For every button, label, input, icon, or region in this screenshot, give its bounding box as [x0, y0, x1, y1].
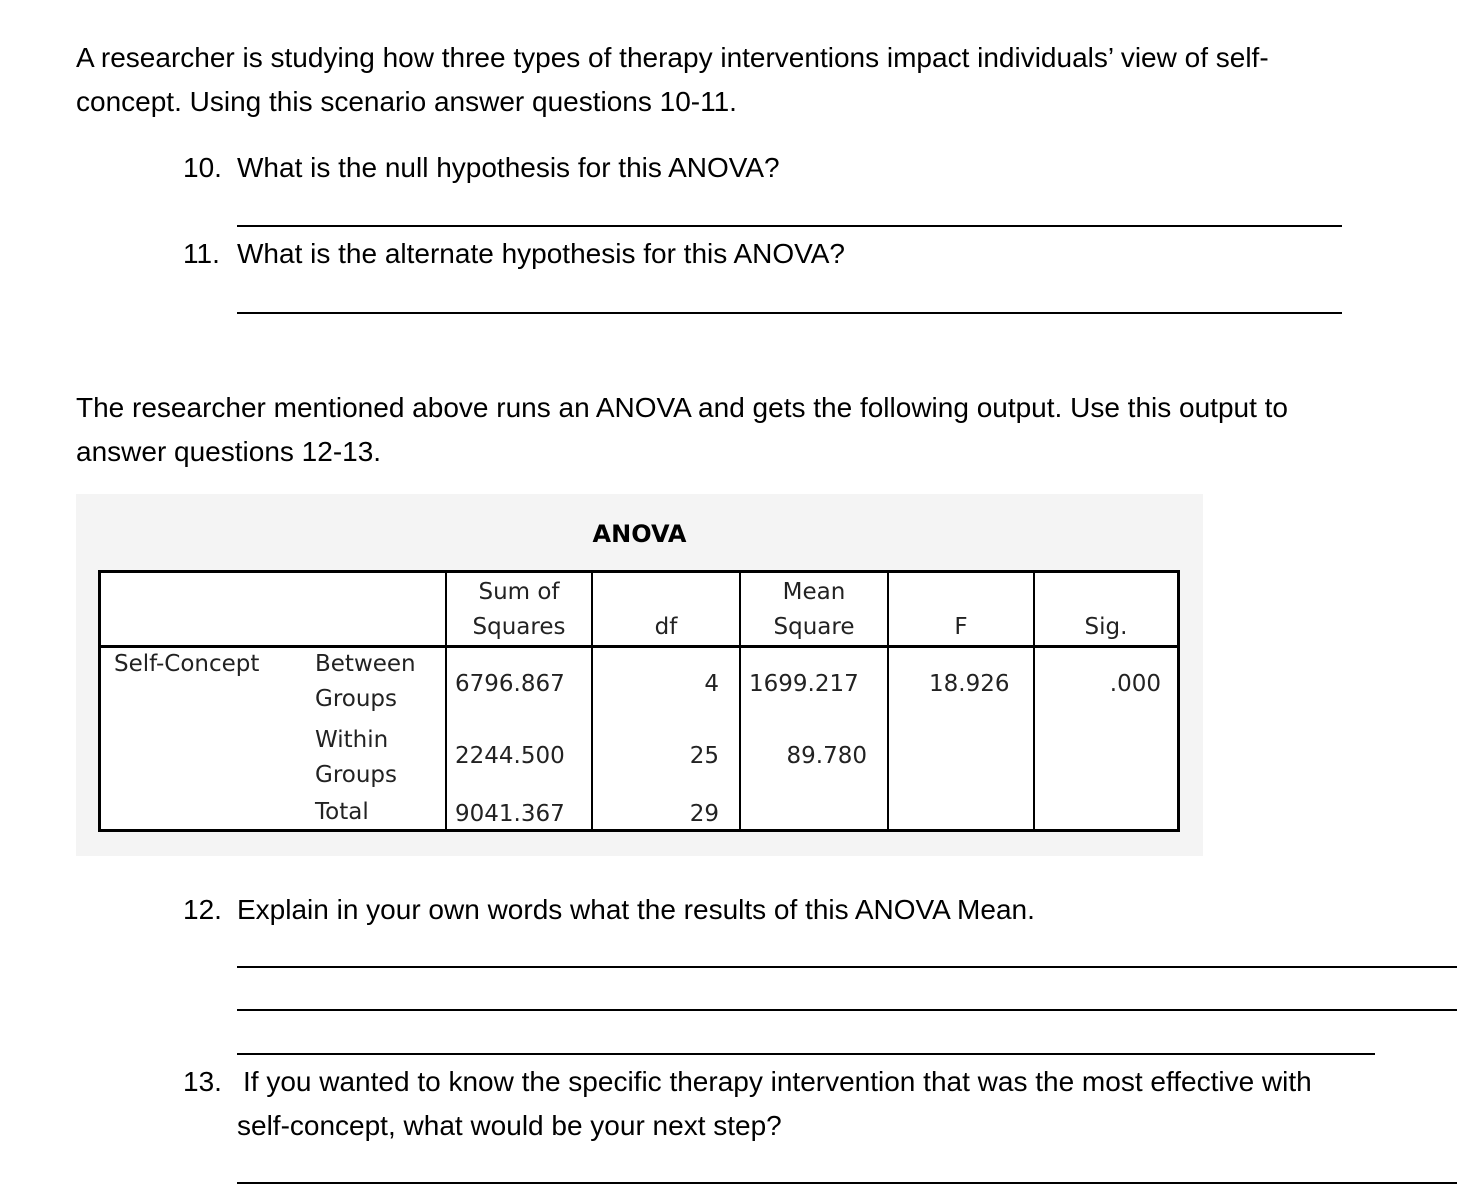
row-label-line-1: Between	[315, 651, 416, 677]
question-number: 10.	[183, 152, 222, 183]
header-mean-square	[741, 575, 887, 645]
within-sum-of-squares: 2244.500	[455, 743, 565, 769]
between-sum-of-squares: 6796.867	[455, 671, 565, 697]
dependent-variable-label: Self-Concept	[114, 651, 260, 677]
anova-output	[76, 494, 1203, 856]
header-f: F	[954, 614, 968, 640]
between-df: 4	[704, 671, 719, 697]
header-df: df	[654, 614, 678, 640]
between-f: 18.926	[929, 671, 1010, 697]
question-13-continued	[237, 1104, 782, 1148]
within-df: 25	[689, 743, 719, 769]
answer-line-11[interactable]	[237, 312, 1342, 314]
answer-line-12-c[interactable]	[237, 1053, 1375, 1055]
header-sum-of-squares-line-2: Squares	[472, 614, 566, 640]
question-text-line-2: self-concept, what would be your next step?	[237, 1110, 782, 1141]
header-sig: Sig.	[1084, 614, 1128, 640]
intro-1-line-2: concept. Using this scenario answer questions 10-11.	[76, 86, 737, 117]
intro-2-line-1: The researcher mentioned above runs an ANOVA and gets the following output. Use this output to	[76, 392, 1288, 423]
row-label-line-2: Groups	[315, 686, 398, 712]
question-text: Explain in your own words what the results of this ANOVA Mean.	[237, 894, 1035, 925]
header-mean-square-line-1: Mean	[782, 579, 846, 605]
total-df: 29	[689, 801, 719, 827]
row-label-within-groups	[315, 723, 397, 793]
answer-line-10[interactable]	[237, 225, 1342, 227]
intro-1-line-1: A researcher is studying how three types of therapy interventions impact individuals’ view of self-	[76, 42, 1269, 73]
total-sum-of-squares: 9041.367	[455, 801, 565, 827]
answer-line-13[interactable]	[237, 1182, 1457, 1184]
header-divider	[101, 645, 1177, 648]
row-label-line-2: Groups	[315, 762, 398, 788]
question-number: 13.	[183, 1066, 222, 1097]
question-text-line-1: If you wanted to know the specific therapy intervention that was the most effective with	[243, 1066, 1312, 1097]
anova-title: ANOVA	[592, 520, 687, 548]
header-sum-of-squares	[447, 575, 591, 645]
anova-table	[98, 570, 1180, 832]
between-sig: .000	[1109, 671, 1161, 697]
question-text: What is the alternate hypothesis for this ANOVA?	[237, 238, 846, 269]
answer-line-12-b[interactable]	[237, 1009, 1457, 1011]
row-label-total: Total	[315, 799, 369, 825]
between-mean-square: 1699.217	[749, 671, 859, 697]
row-label-between-groups	[315, 647, 416, 717]
header-sum-of-squares-line-1: Sum of	[478, 579, 560, 605]
header-mean-square-line-2: Square	[773, 614, 855, 640]
question-number: 12.	[183, 894, 222, 925]
question-number: 11.	[183, 238, 220, 269]
row-label-line-1: Within	[315, 727, 389, 753]
intro-2-line-2: answer questions 12-13.	[76, 436, 382, 467]
answer-line-12-a[interactable]	[237, 966, 1457, 968]
intro-paragraph-2	[76, 386, 1288, 474]
within-mean-square: 89.780	[786, 743, 867, 769]
question-text: What is the null hypothesis for this ANOVA?	[237, 152, 780, 183]
intro-paragraph-1	[76, 36, 1269, 124]
